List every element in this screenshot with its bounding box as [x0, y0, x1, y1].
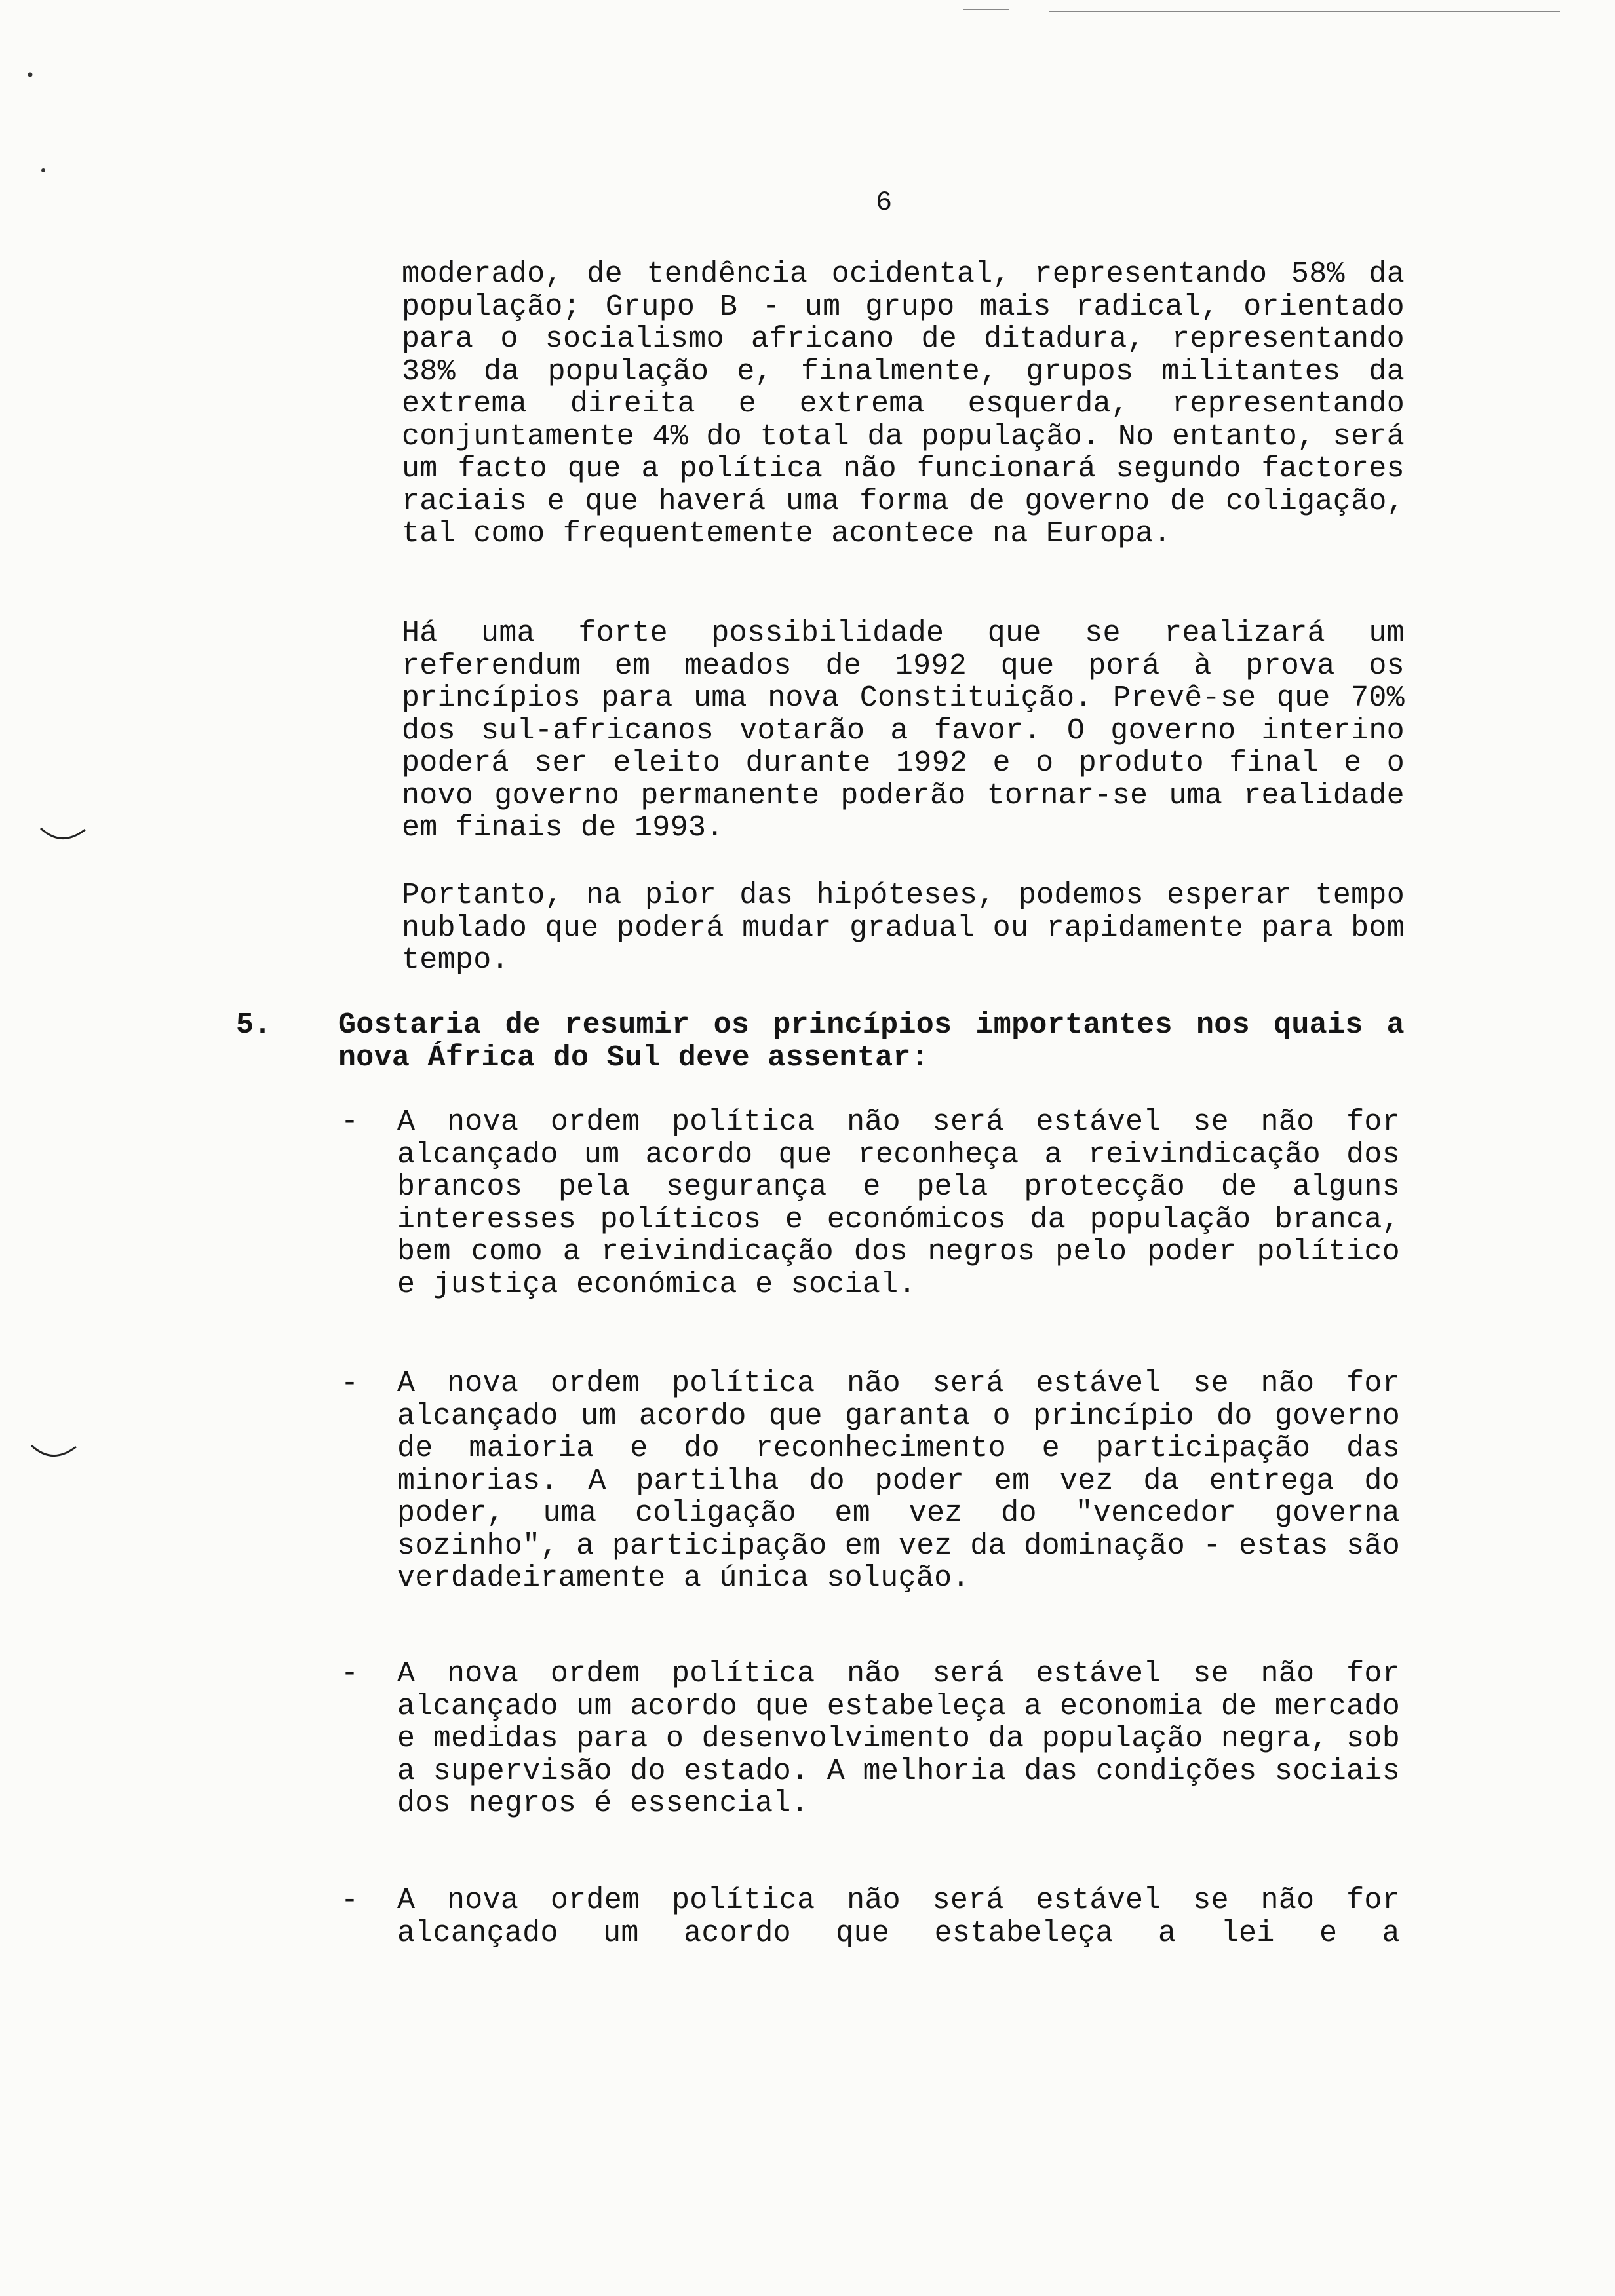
paragraph-forecast: Portanto, na pior das hipóteses, podemos esperar tempo nublado que poderá mudar gradual ou rapidamente para bom tempo.	[402, 879, 1405, 977]
bullet-dash: -	[341, 1884, 359, 1917]
scan-edge-line	[963, 9, 1009, 10]
bullet-power-sharing: A nova ordem política não será estável se não for alcançado um acordo que garanta o princípio do governo de maioria e do reconhecimento e participação das minorias. A partilha do poder em vez da entrega do poder, uma coligação em vez do "vencedor governa sozinho", a participação em vez da dominação - estas são verdadeiramente a única solução.	[397, 1367, 1400, 1595]
page-number: 6	[876, 187, 893, 218]
bullet-security: A nova ordem política não será estável se não for alcançado um acordo que reconheça a reivindicação dos brancos pela segurança e pela protecção de alguns interesses políticos e económicos da população branca, bem como a reivindicação dos negros pelo poder político e justiça económica e social.	[397, 1105, 1400, 1301]
scan-speck	[39, 166, 49, 176]
scan-speck	[26, 71, 35, 80]
punch-hole-mark	[29, 1442, 79, 1464]
paragraph-referendum: Há uma forte possibilidade que se realizará um referendum em meados de 1992 que porá à prova os princípios para uma nova Constituição. Prevê-se que 70% dos sul-africanos votarão a favor. O governo interino poderá ser eleito durante 1992 e o produto final e o novo governo permanente poderão tornar-se uma realidade em finais de 1993.	[402, 617, 1405, 845]
scan-edge-line	[1049, 11, 1560, 12]
bullet-dash: -	[341, 1367, 359, 1400]
section-intro: Gostaria de resumir os princípios importantes nos quais a nova África do Sul deve assentar:	[338, 1008, 1405, 1075]
section-number: 5.	[236, 1008, 272, 1042]
paragraph-parties: moderado, de tendência ocidental, representando 58% da população; Grupo B - um grupo mais radical, orientado para o socialismo africano de ditadura, representando 38% da população e, finalmente, grupos militantes da extrema direita e extrema esquerda, representando conjuntamente 4% do total da população. No entanto, será um facto que a política não funcionará segundo factores raciais e que haverá uma forma de governo de coligação, tal como frequentemente acontece na Europa.	[402, 258, 1405, 550]
bullet-dash: -	[341, 1657, 359, 1691]
bullet-market-economy: A nova ordem política não será estável se não for alcançado um acordo que estabeleça a economia de mercado e medidas para o desenvolvimento da população negra, sob a supervisão do estado. A melhoria das condições sociais dos negros é essencial.	[397, 1657, 1400, 1820]
punch-hole-mark	[38, 824, 88, 847]
bullet-dash: -	[341, 1105, 359, 1139]
bullet-rule-of-law: A nova ordem política não será estável se não for alcançado um acordo que estabeleça a lei e a	[397, 1884, 1400, 1950]
